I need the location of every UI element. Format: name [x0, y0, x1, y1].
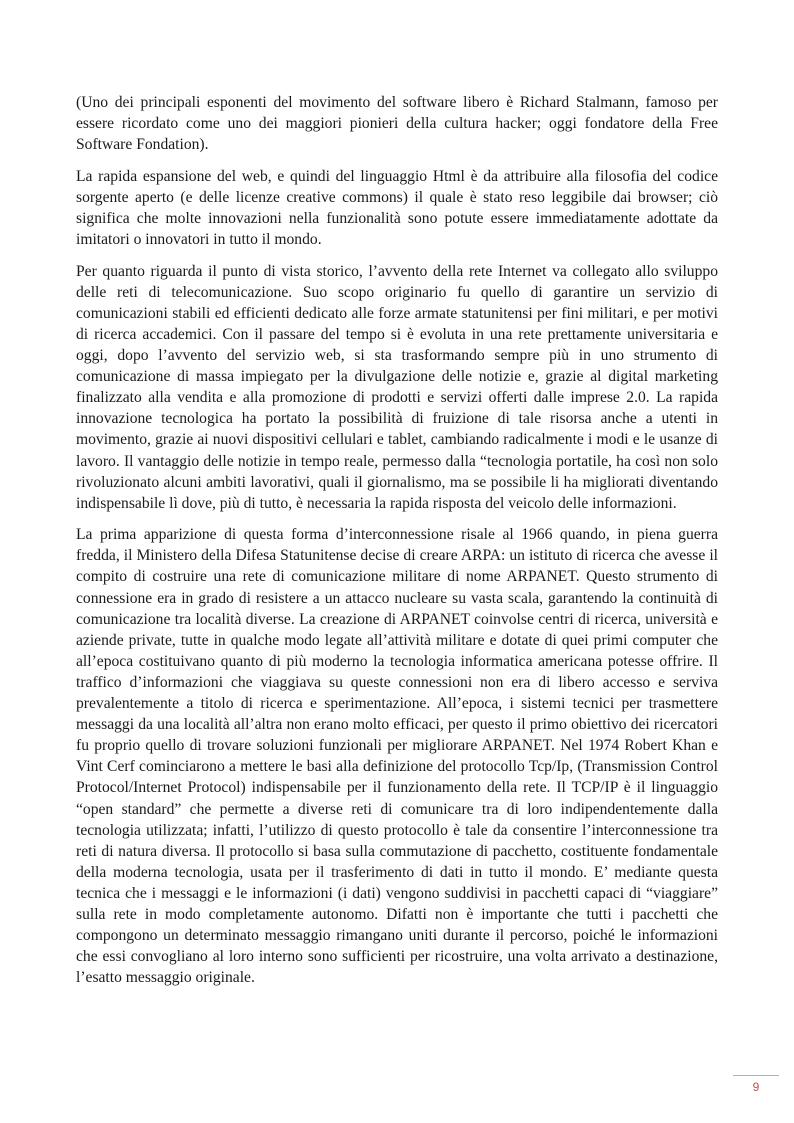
- paragraph-stallman-note: (Uno dei principali esponenti del movimento del software libero è Richard Stalmann, famoso per essere ricordato come uno dei maggiori pionieri della cultura hacker; oggi fondatore della Free Software Fondation).: [76, 94, 718, 154]
- page-number-rule: [733, 1075, 779, 1076]
- paragraph-internet-history: Per quanto riguarda il punto di vista storico, l’avvento della rete Internet va collegato allo sviluppo delle reti di telecomunicazione. Suo scopo originario fu quello di garantire un servizio di comunicazioni stabili ed efficienti dedicato alle forze armate statunitensi per fini militari, e per motivi di ricerca accademici. Con il passare del tempo si è evoluta in una rete prettamente universitaria e oggi, dopo l’avvento del servizio web, si sta trasformando sempre più in uno strumento di comunicazione di massa impiegato per la divulgazione delle notizie e, grazie al digital marketing finalizzato alla vendita e alla promozione di prodotti e servizi offerti dalle imprese 2.0. La rapida innovazione tecnologica ha portato la possibilità di fruizione di tale risorsa anche a utenti in movimento, grazie ai nuovi dispositivi cellulari e tablet, cambiando radicalmente i modi e le usanze di lavoro. Il vantaggio delle notizie in tempo reale, permesso dalla “tecnologia portatile, ha così non solo rivoluzionato alcuni ambiti lavorativi, quali il giornalismo, ma se possibile li ha migliorati diventando indispensabile lì dove, più di tutto, è necessaria la rapida risposta del veicolo delle informazioni.: [76, 262, 718, 512]
- page-number: 9: [752, 1080, 760, 1094]
- body-text: [76, 92, 718, 999]
- paragraph-arpanet: La prima apparizione di questa forma d’interconnessione risale al 1966 quando, in piena guerra fredda, il Ministero della Difesa Statunitense decise di creare ARPA: un istituto di ricerca che avesse il compito di costruire una rete di comunicazione militare di nome ARPANET. Questo strumento di connessione era in grado di resistere a un attacco nucleare su vasta scala, garantendo la continuità di comunicazione tra località diverse. La creazione di ARPANET coinvolse centri di ricerca, università e aziende private, tutte in qualche modo legate all’attività militare e dotate di quei primi computer che all’epoca costituivano quanto di più moderno la tecnologia informatica americana potesse offrire. Il traffico d’informazioni che viaggiava su queste connessioni non era di libero accesso e serviva prevalentemente a titolo di ricerca e sperimentazione. All’epoca, i sistemi tecnici per trasmettere messaggi da una località all’altra non erano molto efficaci, per questo il primo obiettivo dei ricercatori fu proprio quello di trovare soluzioni funzionali per migliorare ARPANET. Nel 1974 Robert Khan e Vint Cerf cominciarono a mettere le basi alla definizione del protocollo Tcp/Ip, (Transmission Control Protocol/Internet Protocol) indispensabile per il funzionamento della rete. Il TCP/IP è il linguaggio “open standard” che permette a diverse reti di comunicare tra di loro indipendentemente dalla tecnologia utilizzata; infatti, l’utilizzo di questo protocollo è tale da consentire l’interconnessione tra reti di natura diversa. Il protocollo si basa sulla commutazione di pacchetto, costituente fondamentale della moderna tecnologia, usata per il trasferimento di dati in tutto il mondo. E’ mediante questa tecnica che i messaggi e le informazioni (i dati) vengono suddivisi in pacchetti capaci di “viaggiare” sulla rete in modo completamente autonomo. Difatti non è importante che tutti i pacchetti che compongono un determinato messaggio rimangano uniti durante il percorso, poiché le informazioni che essi convogliano al loro interno sono sufficienti per ricostruire, una volta arrivato a destinazione, l’esatto messaggio originale.: [76, 526, 718, 987]
- paragraph-web-expansion: La rapida espansione del web, e quindi del linguaggio Html è da attribuire alla filosofia del codice sorgente aperto (e delle licenze creative commons) il quale è stato reso leggibile dai browser; ciò significa che molte innovazioni nella funzionalità sono potute essere immediatamente adottate da imitatori o innovatori in tutto il mondo.: [76, 167, 718, 249]
